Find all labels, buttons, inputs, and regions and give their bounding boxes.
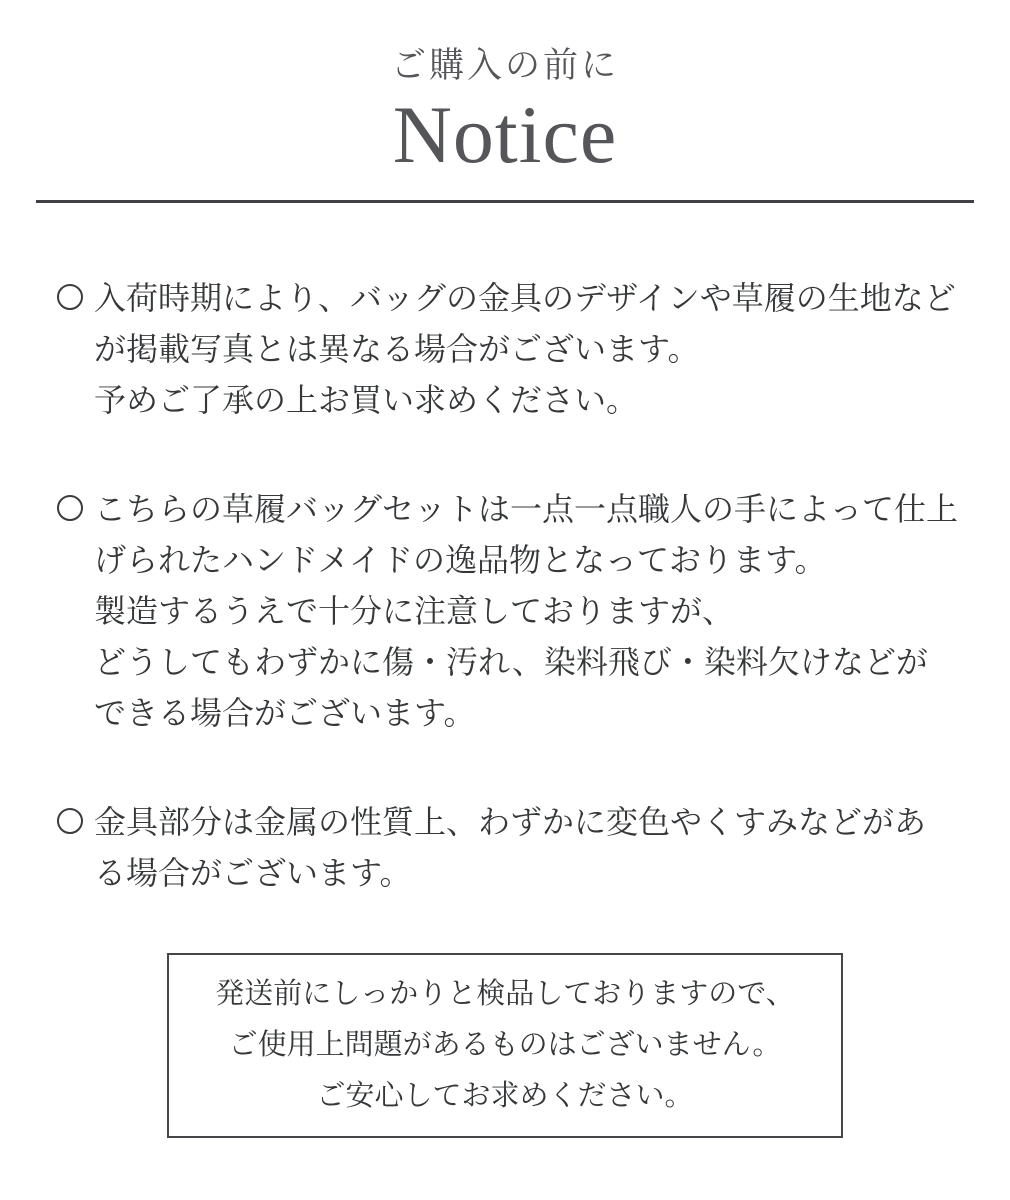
- notice-line: る場合がございます。: [94, 855, 412, 891]
- notice-line: 製造するうえで十分に注意しておりますが、: [94, 593, 735, 629]
- notice-line: げられたハンドメイドの逸品物となっております。: [94, 542, 827, 578]
- notice-item-text: [94, 484, 958, 739]
- notice-line: 金具部分は金属の性質上、わずかに変色やくすみなどがあ: [94, 804, 927, 840]
- notice-item-text: [94, 273, 956, 426]
- notice-subtitle: ご購入の前に: [390, 46, 619, 85]
- notice-line: できる場合がございます。: [94, 695, 476, 731]
- notice-item-stock-variation: [57, 273, 970, 426]
- notice-item-text: [94, 797, 926, 899]
- note-line: ご使用上問題があるものはございません。: [228, 1029, 782, 1061]
- notice-line: こちらの草履バッグセットは一点一点職人の手によって仕上: [94, 491, 959, 527]
- circle-bullet-icon: [57, 808, 83, 834]
- notice-header: [0, 0, 1010, 178]
- notice-line: どうしてもわずかに傷・汚れ、染料飛び・染料欠けなどが: [94, 644, 928, 680]
- notice-line: 入荷時期により、バッグの金具のデザインや草履の生地など: [94, 280, 956, 316]
- circle-bullet-icon: [57, 284, 83, 310]
- note-line: 発送前にしっかりと検品しておりますので、: [215, 978, 795, 1010]
- notice-line: 予めご了承の上お買い求めください。: [94, 382, 639, 418]
- inspection-note-box: [167, 953, 843, 1138]
- header-divider-line: [36, 200, 974, 203]
- notice-item-handmade: [57, 484, 970, 739]
- notice-line: が掲載写真とは異なる場合がございます。: [94, 331, 700, 367]
- note-line: ご安心してお求めください。: [316, 1080, 694, 1112]
- notice-list: [57, 273, 970, 899]
- notice-title: Notice: [392, 89, 618, 180]
- notice-item-metal-parts: [57, 797, 970, 899]
- circle-bullet-icon: [57, 495, 83, 521]
